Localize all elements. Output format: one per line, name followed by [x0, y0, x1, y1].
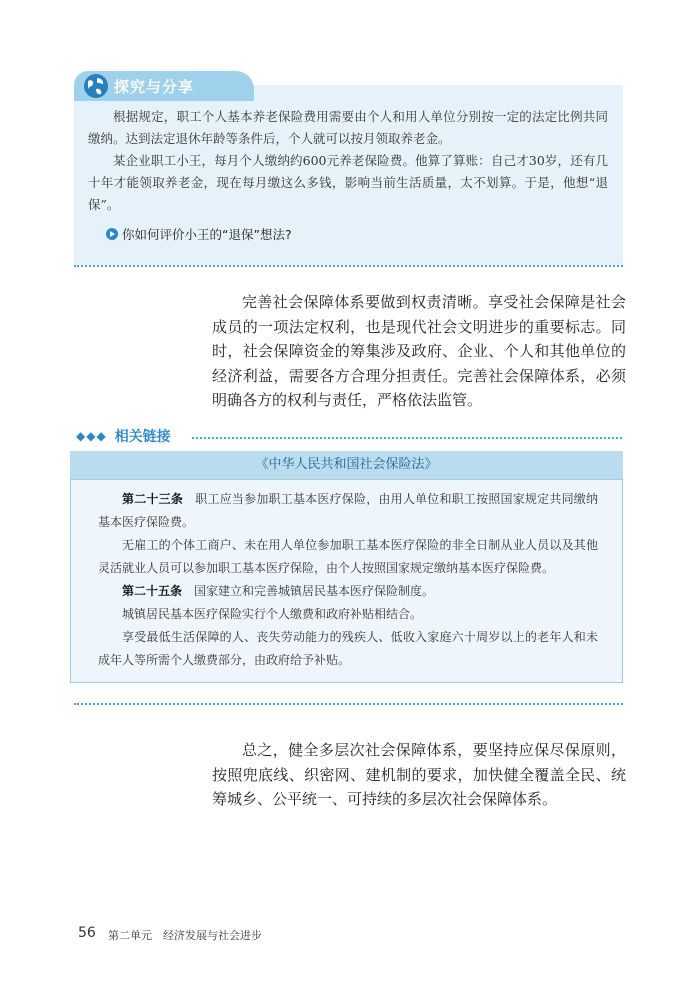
law-article	[98, 580, 598, 603]
article-label: 第二十三条	[122, 492, 184, 506]
explore-paragraph: 某企业职工小王，每月个人缴纳约600元养老保险费。他算了算账：自己才30岁，还有几十年才能领取养老金，现在每月缴这么多钱，影响当前生活质量，太不划算。于是，他想“退保”。	[88, 153, 608, 212]
play-bullet-icon	[106, 228, 118, 240]
article-text: 职工应当参加职工基本医疗保险，由用人单位和职工按照国家规定共同缴纳基本医疗保险费。	[98, 492, 598, 529]
heading-dotted-rule	[192, 437, 622, 439]
law-paragraph: 享受最低生活保障的人、丧失劳动能力的残疾人、低收入家庭六十周岁以上的老年人和未成年人等所需个人缴费部分，由政府给予补贴。	[98, 630, 598, 667]
main-paragraph: 总之，健全多层次社会保障体系，要坚持应保尽保原则，按照兜底线、织密网、建机制的要求，加快健全覆盖全民、统筹城乡、公平统一、可持续的多层次社会保障体系。	[212, 741, 626, 808]
related-links-heading	[76, 426, 171, 446]
discussion-question	[106, 225, 292, 243]
section-divider	[74, 703, 623, 705]
law-paragraph: 无雇工的个体工商户、未在用人单位参加职工基本医疗保险的非全日制从业人员以及其他灵活就业人员可以参加职工基本医疗保险，由个人按照国家规定缴纳基本医疗保险费。	[98, 538, 598, 575]
question-text: 你如何评价小王的“退保”想法?	[122, 227, 292, 242]
article-text: 国家建立和完善城镇居民基本医疗保险制度。	[194, 584, 435, 598]
article-label: 第二十五条	[122, 584, 183, 598]
law-title: 《中华人民共和国社会保险法》	[70, 451, 623, 479]
page-number: 56	[78, 925, 96, 941]
law-paragraph: 城镇居民基本医疗保险实行个人缴费和政府补贴相结合。	[122, 607, 423, 621]
explore-body	[88, 106, 608, 216]
law-article	[98, 488, 598, 534]
law-body	[98, 488, 598, 672]
diamond-icon: ◆◆◆	[76, 429, 107, 443]
globe-icon	[82, 72, 110, 100]
explore-paragraph: 根据规定，职工个人基本养老保险费用需要由个人和用人单位分别按一定的法定比例共同缴纳。达到法定退休年龄等条件后，个人就可以按月领取养老金。	[88, 109, 608, 146]
running-footer: 第二单元 经济发展与社会进步	[108, 929, 262, 942]
main-paragraph: 完善社会保障体系要做到权责清晰。享受社会保障是社会成员的一项法定权利，也是现代社会文明进步的重要标志。同时，社会保障资金的筹集涉及政府、企业、个人和其他单位的经济利益，需要各方合理分担责任。完善社会保障体系，必须明确各方的权利与责任，严格依法监管。	[212, 293, 626, 409]
explore-title: 探究与分享	[114, 78, 195, 96]
section-divider	[74, 265, 623, 267]
related-links-title: 相关链接	[114, 429, 171, 445]
